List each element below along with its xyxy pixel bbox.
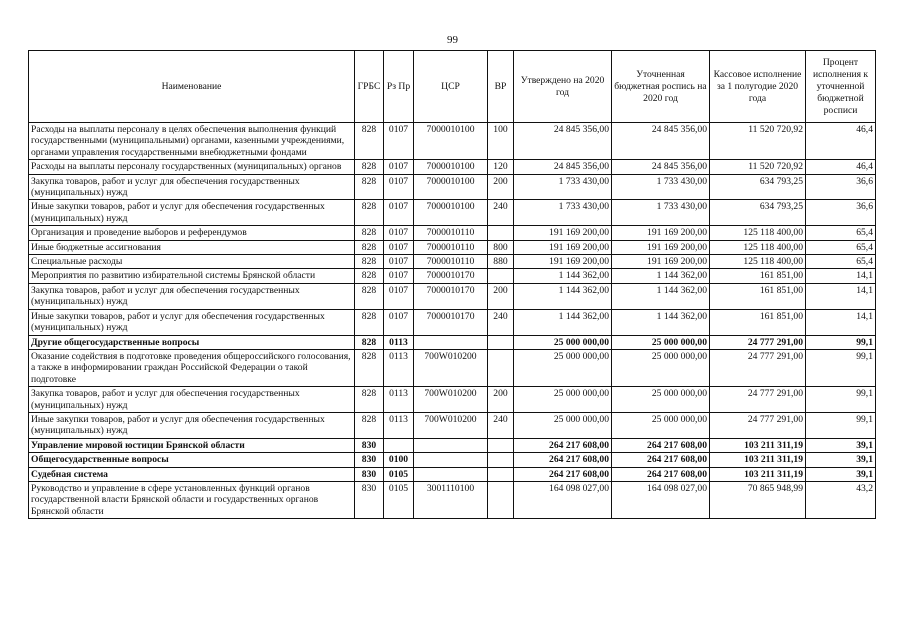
cell-percent: 46,4 bbox=[806, 123, 876, 160]
cell-approved: 164 098 027,00 bbox=[514, 481, 612, 518]
cell-csr: 7000010110 bbox=[414, 255, 488, 269]
cell-vr: 100 bbox=[488, 123, 514, 160]
cell-revised: 264 217 608,00 bbox=[612, 467, 710, 481]
cell-grbs: 830 bbox=[355, 453, 384, 467]
cell-revised: 191 169 200,00 bbox=[612, 240, 710, 254]
cell-name: Иные закупки товаров, работ и услуг для обеспечения государственных (муниципальных) нужд bbox=[29, 200, 355, 226]
cell-approved: 191 169 200,00 bbox=[514, 255, 612, 269]
cell-percent: 14,1 bbox=[806, 283, 876, 309]
table-row bbox=[29, 335, 876, 349]
cell-approved: 264 217 608,00 bbox=[514, 467, 612, 481]
cell-percent: 39,1 bbox=[806, 467, 876, 481]
cell-grbs: 828 bbox=[355, 335, 384, 349]
cell-revised: 1 144 362,00 bbox=[612, 269, 710, 283]
cell-approved: 191 169 200,00 bbox=[514, 226, 612, 240]
cell-cash: 634 793,25 bbox=[710, 200, 806, 226]
cell-name: Закупка товаров, работ и услуг для обеспечения государственных (муниципальных) нужд bbox=[29, 174, 355, 200]
cell-vr bbox=[488, 453, 514, 467]
cell-cash: 11 520 720,92 bbox=[710, 160, 806, 174]
cell-vr: 200 bbox=[488, 283, 514, 309]
cell-rzpr: 0107 bbox=[384, 123, 414, 160]
cell-csr bbox=[414, 467, 488, 481]
cell-percent: 36,6 bbox=[806, 174, 876, 200]
cell-cash: 24 777 291,00 bbox=[710, 412, 806, 438]
cell-percent: 99,1 bbox=[806, 335, 876, 349]
cell-name: Иные закупки товаров, работ и услуг для обеспечения государственных (муниципальных) нужд bbox=[29, 412, 355, 438]
header-revised: Уточненная бюджетная роспись на 2020 год bbox=[612, 51, 710, 123]
cell-approved: 24 845 356,00 bbox=[514, 160, 612, 174]
header-percent: Процент исполнения к уточненной бюджетной росписи bbox=[806, 51, 876, 123]
cell-csr: 3001110100 bbox=[414, 481, 488, 518]
cell-cash: 161 851,00 bbox=[710, 269, 806, 283]
cell-csr: 7000010110 bbox=[414, 240, 488, 254]
cell-grbs: 828 bbox=[355, 309, 384, 335]
table-row bbox=[29, 283, 876, 309]
cell-name: Иные бюджетные ассигнования bbox=[29, 240, 355, 254]
cell-csr: 700W010200 bbox=[414, 349, 488, 386]
header-rzpr: Рз Пр bbox=[384, 51, 414, 123]
cell-name: Закупка товаров, работ и услуг для обеспечения государственных (муниципальных) нужд bbox=[29, 283, 355, 309]
table-row bbox=[29, 481, 876, 518]
cell-csr bbox=[414, 335, 488, 349]
cell-vr: 240 bbox=[488, 309, 514, 335]
cell-rzpr: 0113 bbox=[384, 349, 414, 386]
cell-percent: 99,1 bbox=[806, 412, 876, 438]
table-header-row bbox=[29, 51, 876, 123]
cell-vr bbox=[488, 481, 514, 518]
cell-revised: 1 144 362,00 bbox=[612, 309, 710, 335]
cell-vr: 880 bbox=[488, 255, 514, 269]
cell-grbs: 828 bbox=[355, 174, 384, 200]
cell-grbs: 828 bbox=[355, 269, 384, 283]
table-row bbox=[29, 309, 876, 335]
table-row bbox=[29, 174, 876, 200]
cell-grbs: 828 bbox=[355, 349, 384, 386]
cell-revised: 264 217 608,00 bbox=[612, 453, 710, 467]
cell-cash: 103 211 311,19 bbox=[710, 467, 806, 481]
cell-name: Общегосударственные вопросы bbox=[29, 453, 355, 467]
cell-revised: 164 098 027,00 bbox=[612, 481, 710, 518]
table-body bbox=[29, 123, 876, 519]
cell-rzpr: 0107 bbox=[384, 200, 414, 226]
table-row bbox=[29, 438, 876, 452]
cell-grbs: 830 bbox=[355, 467, 384, 481]
cell-revised: 1 733 430,00 bbox=[612, 174, 710, 200]
table-row bbox=[29, 349, 876, 386]
cell-revised: 24 845 356,00 bbox=[612, 160, 710, 174]
cell-grbs: 828 bbox=[355, 200, 384, 226]
cell-cash: 24 777 291,00 bbox=[710, 387, 806, 413]
header-csr: ЦСР bbox=[414, 51, 488, 123]
cell-approved: 25 000 000,00 bbox=[514, 387, 612, 413]
cell-csr: 7000010100 bbox=[414, 123, 488, 160]
cell-grbs: 828 bbox=[355, 387, 384, 413]
cell-grbs: 830 bbox=[355, 438, 384, 452]
cell-rzpr: 0113 bbox=[384, 412, 414, 438]
cell-grbs: 828 bbox=[355, 226, 384, 240]
cell-cash: 125 118 400,00 bbox=[710, 255, 806, 269]
cell-rzpr: 0107 bbox=[384, 283, 414, 309]
table-row bbox=[29, 226, 876, 240]
cell-cash: 103 211 311,19 bbox=[710, 453, 806, 467]
cell-csr: 7000010110 bbox=[414, 226, 488, 240]
cell-rzpr: 0113 bbox=[384, 335, 414, 349]
table-row bbox=[29, 453, 876, 467]
cell-vr bbox=[488, 335, 514, 349]
header-grbs: ГРБС bbox=[355, 51, 384, 123]
cell-percent: 14,1 bbox=[806, 269, 876, 283]
cell-name: Управление мировой юстиции Брянской области bbox=[29, 438, 355, 452]
cell-percent: 36,6 bbox=[806, 200, 876, 226]
cell-rzpr: 0105 bbox=[384, 481, 414, 518]
cell-rzpr: 0105 bbox=[384, 467, 414, 481]
cell-percent: 14,1 bbox=[806, 309, 876, 335]
cell-cash: 161 851,00 bbox=[710, 309, 806, 335]
cell-rzpr: 0107 bbox=[384, 174, 414, 200]
cell-name: Другие общегосударственные вопросы bbox=[29, 335, 355, 349]
table-row bbox=[29, 467, 876, 481]
cell-vr: 240 bbox=[488, 412, 514, 438]
cell-revised: 191 169 200,00 bbox=[612, 255, 710, 269]
cell-revised: 191 169 200,00 bbox=[612, 226, 710, 240]
cell-name: Иные закупки товаров, работ и услуг для обеспечения государственных (муниципальных) нужд bbox=[29, 309, 355, 335]
table-row bbox=[29, 240, 876, 254]
cell-rzpr: 0107 bbox=[384, 309, 414, 335]
cell-rzpr: 0107 bbox=[384, 160, 414, 174]
cell-percent: 99,1 bbox=[806, 387, 876, 413]
cell-rzpr: 0107 bbox=[384, 255, 414, 269]
table-row bbox=[29, 269, 876, 283]
cell-name: Судебная система bbox=[29, 467, 355, 481]
cell-vr bbox=[488, 349, 514, 386]
cell-rzpr: 0113 bbox=[384, 387, 414, 413]
cell-csr: 7000010170 bbox=[414, 269, 488, 283]
cell-percent: 65,4 bbox=[806, 255, 876, 269]
cell-name: Оказание содействия в подготовке проведения общероссийского голосования, а также в информировании граждан Российской Федерации о такой подготовке bbox=[29, 349, 355, 386]
cell-vr: 200 bbox=[488, 387, 514, 413]
cell-revised: 264 217 608,00 bbox=[612, 438, 710, 452]
cell-csr: 7000010100 bbox=[414, 160, 488, 174]
cell-approved: 24 845 356,00 bbox=[514, 123, 612, 160]
cell-revised: 25 000 000,00 bbox=[612, 412, 710, 438]
cell-revised: 1 144 362,00 bbox=[612, 283, 710, 309]
page-number: 99 bbox=[447, 34, 458, 46]
cell-percent: 43,2 bbox=[806, 481, 876, 518]
cell-name: Мероприятия по развитию избирательной системы Брянской области bbox=[29, 269, 355, 283]
cell-grbs: 828 bbox=[355, 240, 384, 254]
cell-name: Расходы на выплаты персоналу государственных (муниципальных) органов bbox=[29, 160, 355, 174]
table-row bbox=[29, 387, 876, 413]
cell-vr bbox=[488, 226, 514, 240]
cell-name: Специальные расходы bbox=[29, 255, 355, 269]
table-row bbox=[29, 160, 876, 174]
cell-rzpr: 0107 bbox=[384, 240, 414, 254]
cell-grbs: 828 bbox=[355, 160, 384, 174]
cell-name: Расходы на выплаты персоналу в целях обеспечения выполнения функций государственными (муниципальными) органами, казенными учреждениями, органами управления государственными внебюджетными фондами bbox=[29, 123, 355, 160]
cell-cash: 125 118 400,00 bbox=[710, 240, 806, 254]
cell-grbs: 828 bbox=[355, 255, 384, 269]
cell-approved: 191 169 200,00 bbox=[514, 240, 612, 254]
cell-percent: 99,1 bbox=[806, 349, 876, 386]
budget-table bbox=[28, 50, 876, 519]
cell-approved: 25 000 000,00 bbox=[514, 349, 612, 386]
table-row bbox=[29, 255, 876, 269]
header-vr: ВР bbox=[488, 51, 514, 123]
cell-percent: 46,4 bbox=[806, 160, 876, 174]
cell-revised: 25 000 000,00 bbox=[612, 387, 710, 413]
cell-csr: 7000010100 bbox=[414, 174, 488, 200]
cell-approved: 264 217 608,00 bbox=[514, 453, 612, 467]
cell-vr: 200 bbox=[488, 174, 514, 200]
cell-vr: 800 bbox=[488, 240, 514, 254]
cell-name: Руководство и управление в сфере установленных функций органов государственной власти Брянской области и государственных органов Брянской области bbox=[29, 481, 355, 518]
cell-percent: 39,1 bbox=[806, 438, 876, 452]
cell-approved: 1 144 362,00 bbox=[514, 269, 612, 283]
cell-approved: 1 144 362,00 bbox=[514, 283, 612, 309]
cell-revised: 25 000 000,00 bbox=[612, 335, 710, 349]
cell-percent: 65,4 bbox=[806, 240, 876, 254]
cell-approved: 25 000 000,00 bbox=[514, 335, 612, 349]
table-row bbox=[29, 200, 876, 226]
cell-revised: 1 733 430,00 bbox=[612, 200, 710, 226]
cell-rzpr: 0107 bbox=[384, 269, 414, 283]
cell-percent: 39,1 bbox=[806, 453, 876, 467]
cell-cash: 634 793,25 bbox=[710, 174, 806, 200]
cell-cash: 24 777 291,00 bbox=[710, 335, 806, 349]
cell-approved: 264 217 608,00 bbox=[514, 438, 612, 452]
cell-approved: 1 733 430,00 bbox=[514, 200, 612, 226]
cell-cash: 70 865 948,99 bbox=[710, 481, 806, 518]
cell-name: Организация и проведение выборов и референдумов bbox=[29, 226, 355, 240]
cell-cash: 125 118 400,00 bbox=[710, 226, 806, 240]
cell-rzpr bbox=[384, 438, 414, 452]
cell-grbs: 830 bbox=[355, 481, 384, 518]
cell-name: Закупка товаров, работ и услуг для обеспечения государственных (муниципальных) нужд bbox=[29, 387, 355, 413]
cell-approved: 1 144 362,00 bbox=[514, 309, 612, 335]
cell-csr bbox=[414, 438, 488, 452]
cell-vr bbox=[488, 467, 514, 481]
cell-csr bbox=[414, 453, 488, 467]
cell-rzpr: 0107 bbox=[384, 226, 414, 240]
table-row bbox=[29, 412, 876, 438]
cell-cash: 11 520 720,92 bbox=[710, 123, 806, 160]
cell-csr: 700W010200 bbox=[414, 412, 488, 438]
cell-vr: 120 bbox=[488, 160, 514, 174]
cell-revised: 25 000 000,00 bbox=[612, 349, 710, 386]
cell-csr: 7000010100 bbox=[414, 200, 488, 226]
header-approved: Утверждено на 2020 год bbox=[514, 51, 612, 123]
cell-csr: 700W010200 bbox=[414, 387, 488, 413]
table-row bbox=[29, 123, 876, 160]
cell-cash: 103 211 311,19 bbox=[710, 438, 806, 452]
cell-approved: 1 733 430,00 bbox=[514, 174, 612, 200]
cell-rzpr: 0100 bbox=[384, 453, 414, 467]
cell-revised: 24 845 356,00 bbox=[612, 123, 710, 160]
cell-cash: 24 777 291,00 bbox=[710, 349, 806, 386]
header-cash: Кассовое исполнение за 1 полугодие 2020 года bbox=[710, 51, 806, 123]
cell-vr bbox=[488, 438, 514, 452]
cell-csr: 7000010170 bbox=[414, 309, 488, 335]
cell-grbs: 828 bbox=[355, 412, 384, 438]
header-name: Наименование bbox=[29, 51, 355, 123]
cell-percent: 65,4 bbox=[806, 226, 876, 240]
cell-grbs: 828 bbox=[355, 283, 384, 309]
cell-approved: 25 000 000,00 bbox=[514, 412, 612, 438]
cell-vr bbox=[488, 269, 514, 283]
cell-csr: 7000010170 bbox=[414, 283, 488, 309]
cell-cash: 161 851,00 bbox=[710, 283, 806, 309]
cell-grbs: 828 bbox=[355, 123, 384, 160]
cell-vr: 240 bbox=[488, 200, 514, 226]
